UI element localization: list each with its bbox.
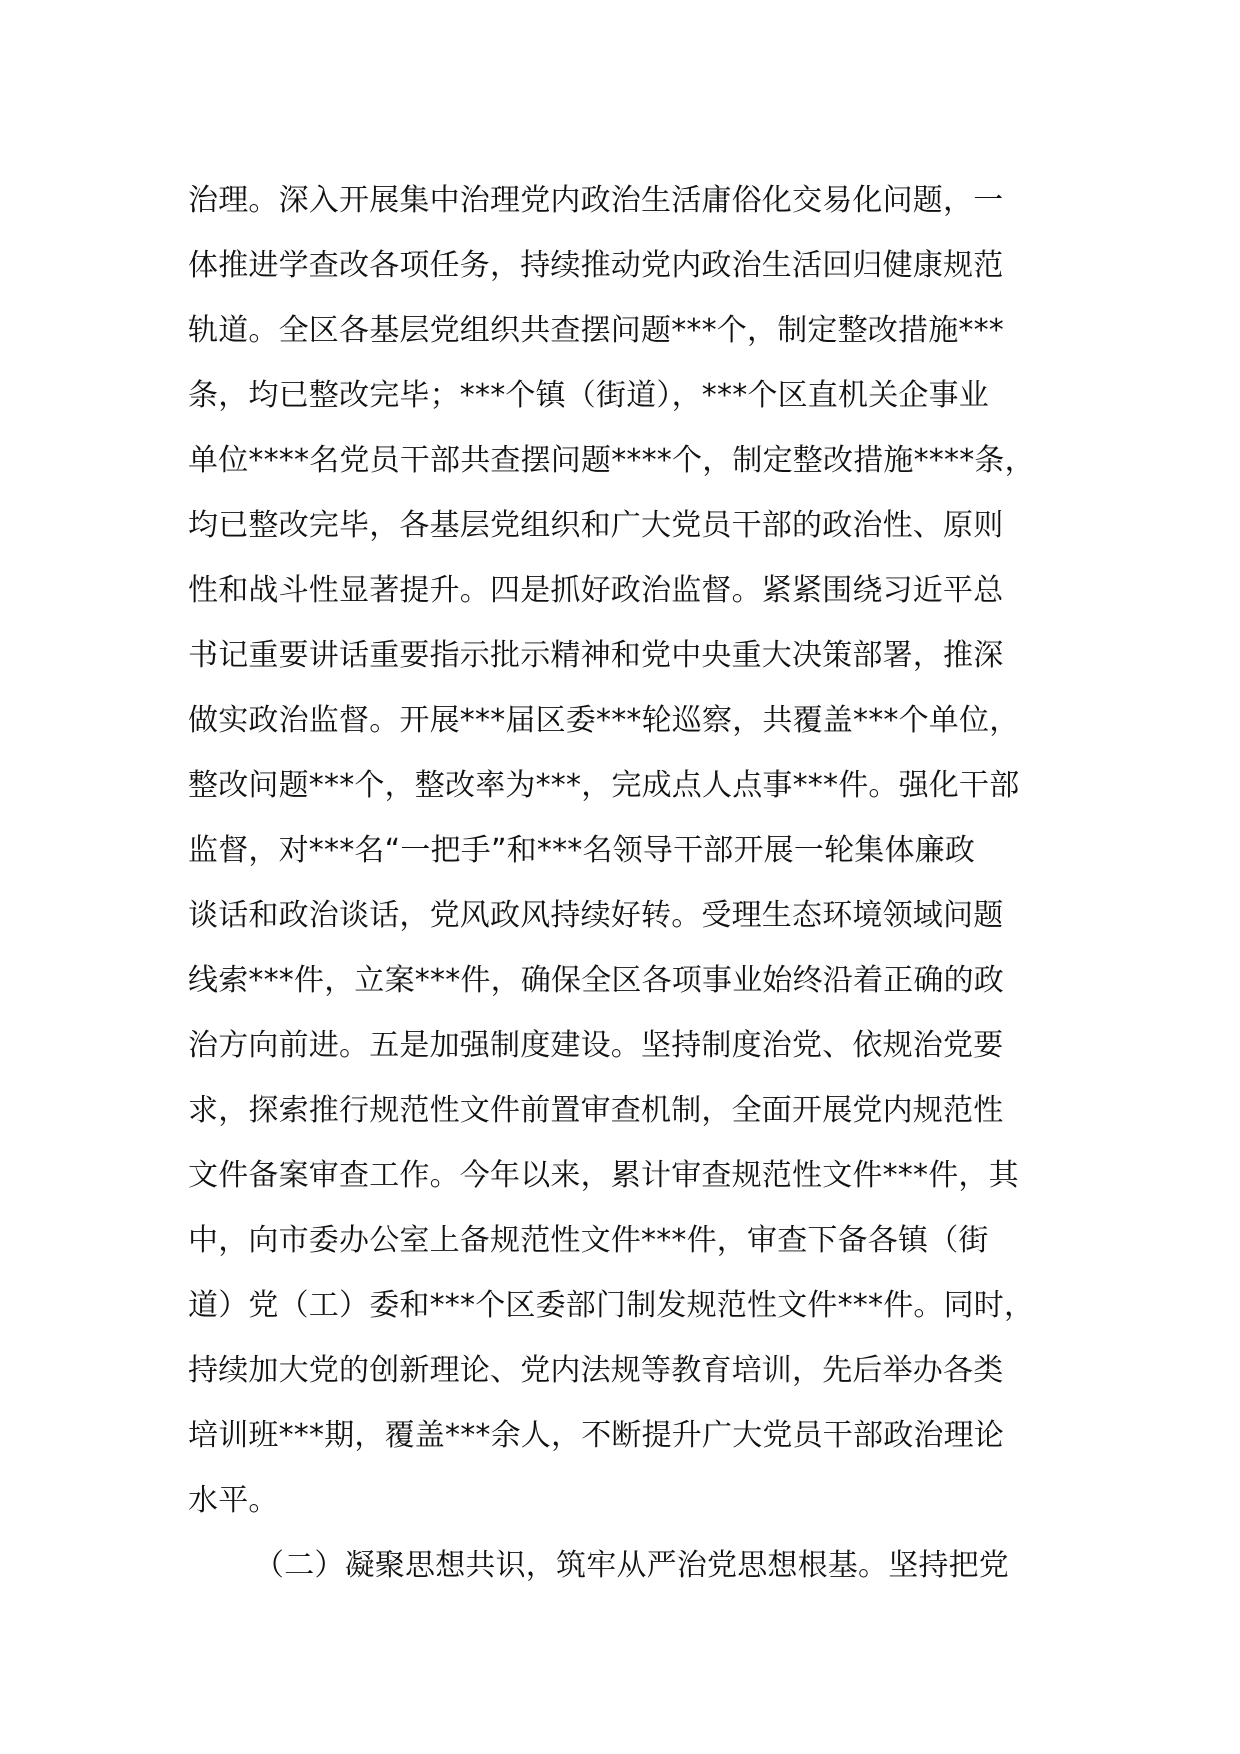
text-line: 谈话和政治谈话，党风政风持续好转。受理生态环境领域问题 [188, 898, 1004, 933]
text-line: 持续加大党的创新理论、党内法规等教育培训，先后举办各类 [188, 1353, 1004, 1388]
text-line: 文件备案审查工作。今年以来，累计审查规范性文件***件，其 [188, 1158, 1019, 1193]
body-text [188, 168, 1088, 1598]
text-line: 求，探索推行规范性文件前置审查机制，全面开展党内规范性 [188, 1093, 1004, 1128]
text-line: 道）党（工）委和***个区委部门制发规范性文件***件。同时， [188, 1288, 1035, 1323]
section-heading-line: （二）凝聚思想共识，筑牢从严治党思想根基。坚持把党 [254, 1548, 1009, 1583]
text-line: 条，均已整改完毕；***个镇（街道），***个区直机关企事业 [188, 378, 989, 413]
text-line: 整改问题***个，整改率为***，完成点人点事***件。强化干部 [188, 768, 1020, 803]
text-line: 单位****名党员干部共查摆问题****个，制定整改措施****条， [188, 443, 1035, 478]
text-line: 中，向市委办公室上备规范性文件***件，审查下备各镇（街 [188, 1223, 989, 1258]
text-line: 线索***件，立案***件，确保全区各项事业始终沿着正确的政 [188, 963, 1004, 998]
text-line: 做实政治监督。开展***届区委***轮巡察，共覆盖***个单位， [188, 703, 1020, 738]
text-line: 均已整改完毕，各基层党组织和广大党员干部的政治性、原则 [188, 508, 1004, 543]
text-line: 水平。 [188, 1483, 279, 1518]
text-line: 性和战斗性显著提升。四是抓好政治监督。紧紧围绕习近平总 [188, 573, 1004, 608]
text-line: 治方向前进。五是加强制度建设。坚持制度治党、依规治党要 [188, 1028, 1004, 1063]
text-line: 监督，对***名“一把手”和***名领导干部开展一轮集体廉政 [188, 833, 976, 868]
text-line: 书记重要讲话重要指示批示精神和党中央重大决策部署，推深 [188, 638, 1004, 673]
text-line: 体推进学查改各项任务，持续推动党内政治生活回归健康规范 [188, 248, 1004, 283]
text-line: 轨道。全区各基层党组织共查摆问题***个，制定整改措施*** [188, 313, 1004, 348]
text-line: 治理。深入开展集中治理党内政治生活庸俗化交易化问题，一 [188, 183, 1004, 218]
text-line: 培训班***期，覆盖***余人，不断提升广大党员干部政治理论 [188, 1418, 1004, 1453]
